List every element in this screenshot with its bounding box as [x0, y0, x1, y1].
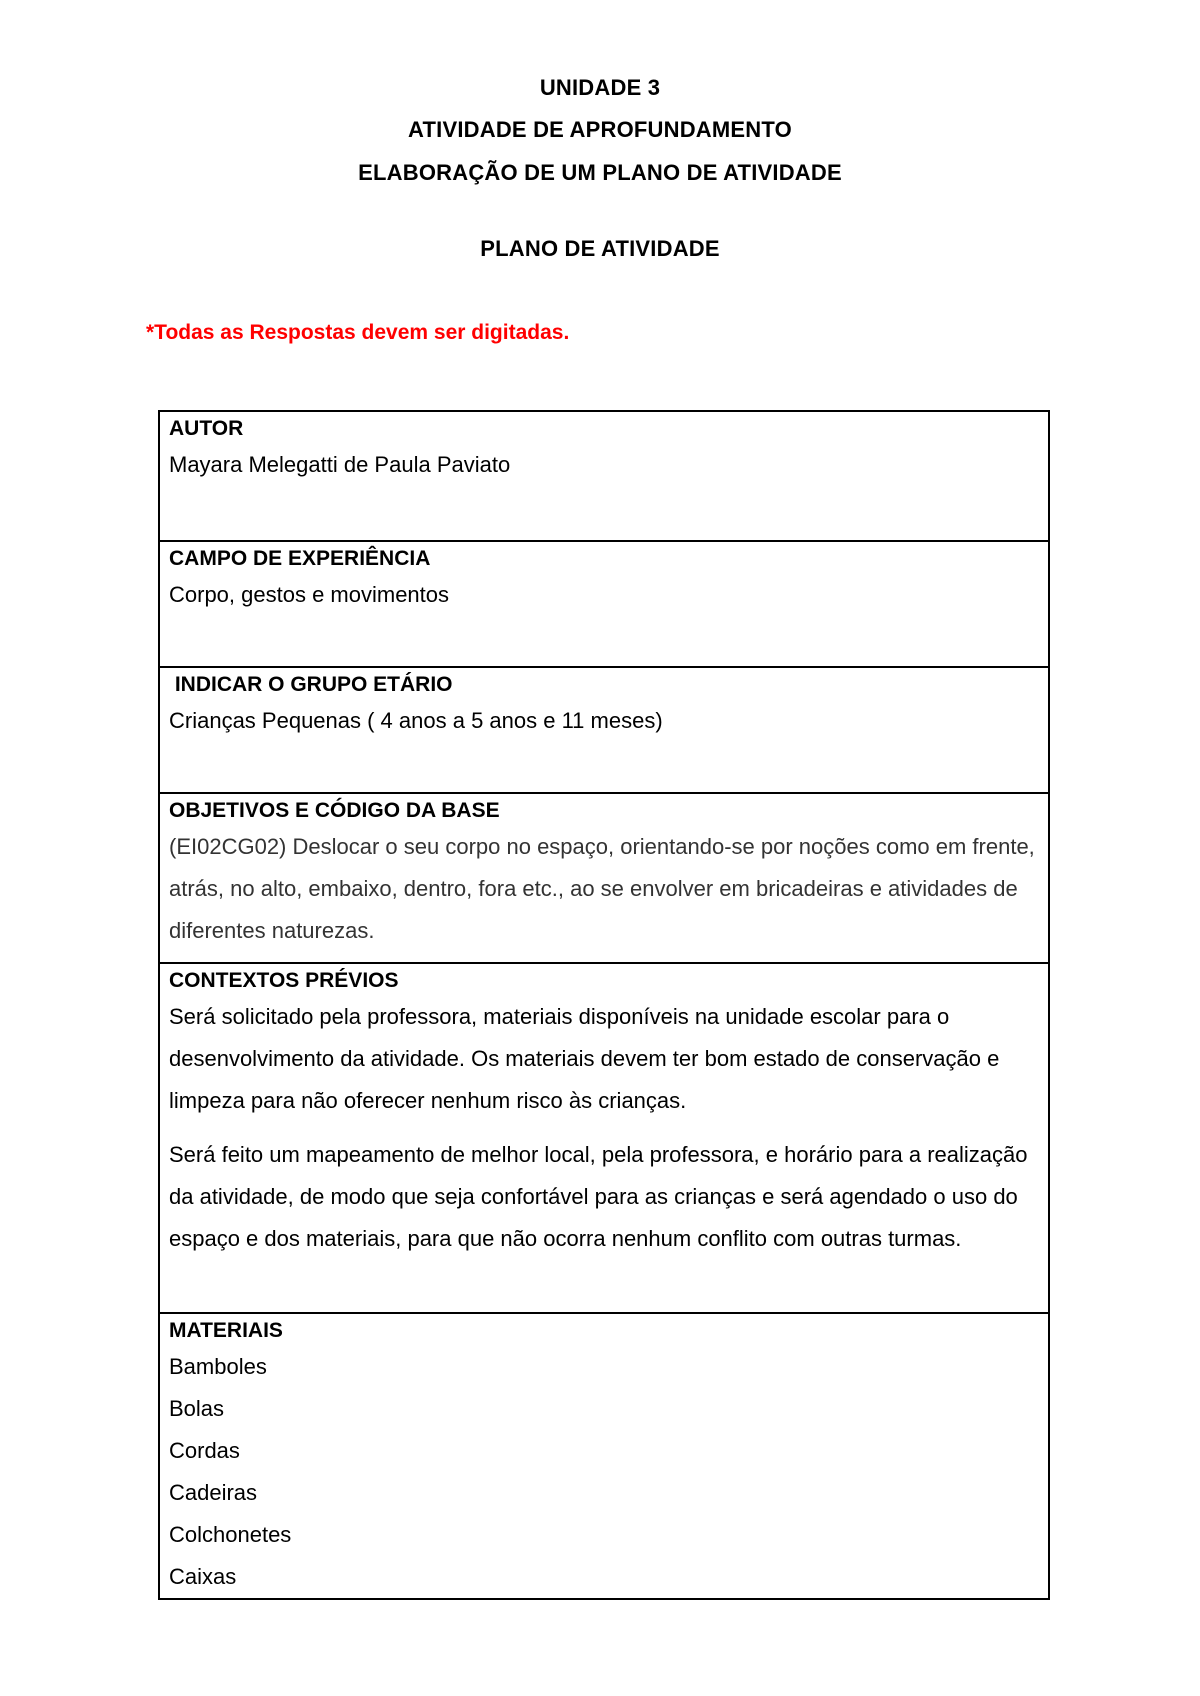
- table-row-contextos: [159, 963, 1049, 1313]
- contextos-paragraph: Será solicitado pela professora, materiais disponíveis na unidade escolar para o desenvolvimento da atividade. Os materiais devem ter bom estado de conservação e limpeza para não oferecer nenhum risco às crianças.: [169, 1004, 1000, 1113]
- autor-value: Mayara Melegatti de Paula Paviato: [169, 452, 511, 477]
- materiais-list-item: Cadeiras: [169, 1480, 258, 1505]
- table-row-materiais: [159, 1313, 1049, 1599]
- campo-value: Corpo, gestos e movimentos: [169, 582, 450, 607]
- campo-cell: [159, 541, 1049, 667]
- grupo-label: INDICAR O GRUPO ETÁRIO: [169, 673, 453, 696]
- table-row-campo: [159, 541, 1049, 667]
- typed-answers-notice: *Todas as Respostas devem ser digitadas.: [146, 321, 570, 344]
- autor-cell: [159, 411, 1049, 541]
- contextos-paragraph: Será feito um mapeamento de melhor local, pela professora, e horário para a realização da atividade, de modo que seja confortável para as crianças e será agendado o uso do espaço e dos materiais, para que não ocorra nenhum conflito com outras turmas.: [169, 1142, 1028, 1251]
- materiais-list-item: Caixas: [169, 1564, 237, 1589]
- materiais-cell: [159, 1313, 1049, 1599]
- grupo-cell: [159, 667, 1049, 793]
- table-row-grupo: [159, 667, 1049, 793]
- objetivos-value: (EI02CG02) Deslocar o seu corpo no espaço, orientando-se por noções como em frente, atrás, no alto, embaixo, dentro, fora etc., ao se envolver em bricadeiras e atividades de diferentes naturezas.: [169, 834, 1035, 943]
- table-row-autor: [159, 411, 1049, 541]
- materiais-label: MATERIAIS: [169, 1319, 283, 1342]
- elaboration-heading: ELABORAÇÃO DE UM PLANO DE ATIVIDADE: [358, 160, 842, 185]
- plan-title: PLANO DE ATIVIDADE: [480, 236, 720, 261]
- activity-plan-table: [158, 410, 1050, 1600]
- table-row-objetivos: [159, 793, 1049, 963]
- contextos-label: CONTEXTOS PRÉVIOS: [169, 969, 399, 992]
- activity-heading: ATIVIDADE DE APROFUNDAMENTO: [408, 117, 792, 142]
- campo-label: CAMPO DE EXPERIÊNCIA: [169, 547, 431, 570]
- grupo-value: Crianças Pequenas ( 4 anos a 5 anos e 11 meses): [169, 708, 663, 733]
- materiais-list-item: Colchonetes: [169, 1522, 292, 1547]
- materiais-list-item: Bamboles: [169, 1354, 267, 1379]
- objetivos-cell: [159, 793, 1049, 963]
- objetivos-label: OBJETIVOS E CÓDIGO DA BASE: [169, 799, 500, 822]
- autor-label: AUTOR: [169, 417, 244, 440]
- materiais-list-item: Cordas: [169, 1438, 240, 1463]
- materiais-list-item: Bolas: [169, 1396, 225, 1421]
- contextos-cell: [159, 963, 1049, 1313]
- unit-heading: UNIDADE 3: [539, 75, 661, 100]
